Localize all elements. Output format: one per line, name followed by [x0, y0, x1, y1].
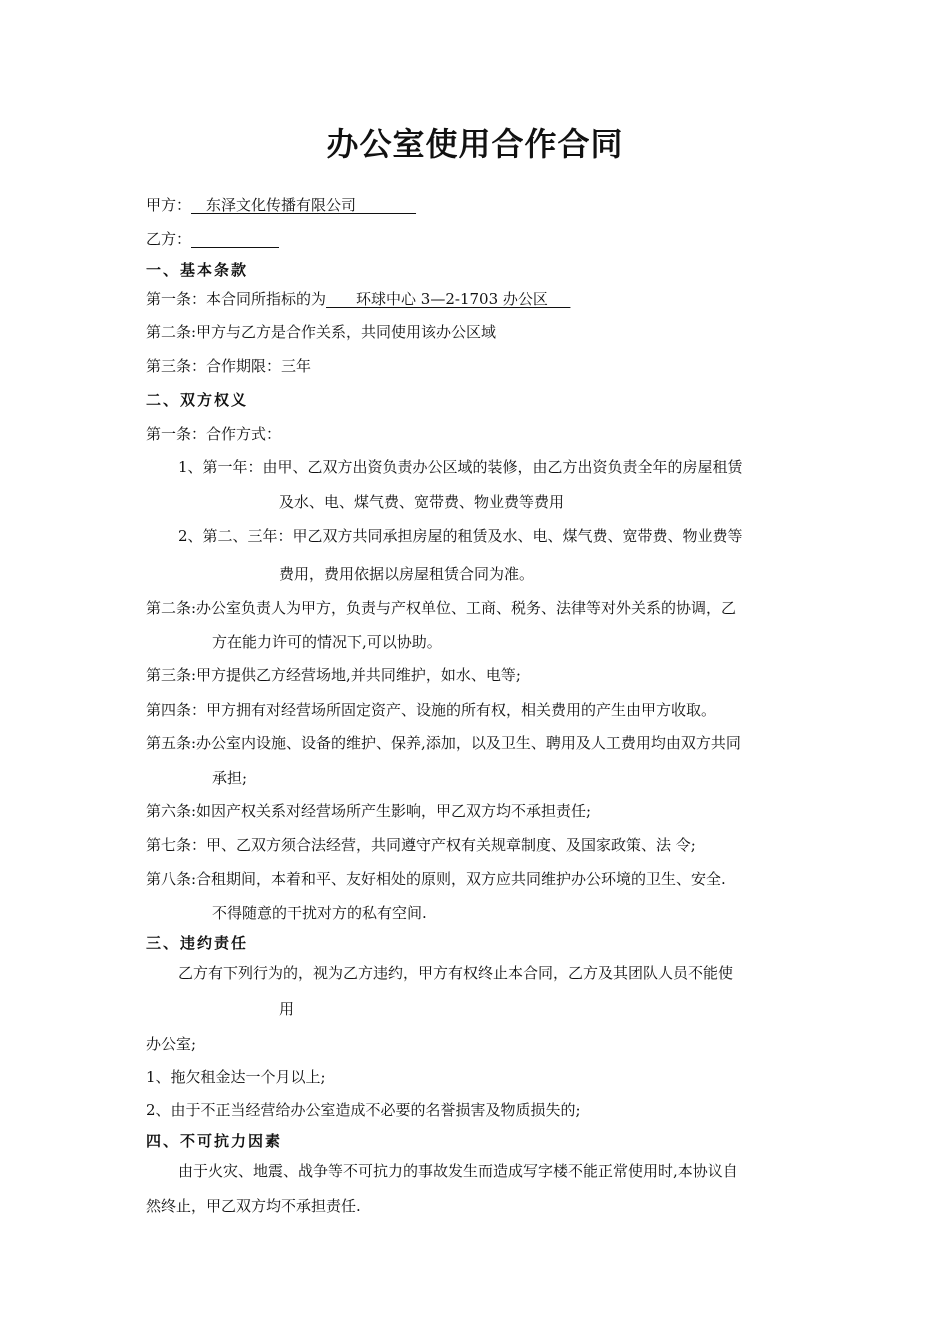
party-b-blank	[191, 231, 279, 248]
sec3-item-2: 2、由于不正当经营给办公室造成不必要的名誉损害及物质损失的;	[146, 1101, 581, 1119]
sec3-paragraph-line-2: 用	[279, 1000, 295, 1018]
sec2-article-2-line-2: 方在能力许可的情况下,可以协助。	[212, 633, 442, 651]
section-heading-rights: 二、双方权义	[146, 391, 249, 409]
sec3-paragraph-line-3: 办公室;	[146, 1035, 197, 1053]
section-heading-basic: 一、基本条款	[146, 261, 249, 279]
sec2-article-3: 第三条:甲方提供乙方经营场地,并共同维护，如水、电等;	[146, 666, 521, 684]
sec2-item-2-line-1: 2、第二、三年：甲乙双方共同承担房屋的租赁及水、电、煤气费、宽带费、物业费等	[178, 527, 743, 545]
sec4-paragraph-line-1: 由于火灾、地震、战争等不可抗力的事故发生而造成写字楼不能正常使用时,本协议自	[178, 1162, 738, 1180]
sec2-article-5-line-2: 承担;	[212, 769, 248, 787]
sec2-item-1-line-2: 及水、电、煤气费、宽带费、物业费等费用	[279, 493, 565, 511]
party-b-line	[146, 228, 279, 250]
sec2-item-2-line-2: 费用，费用依据以房屋租赁合同为准。	[279, 565, 535, 583]
sec4-paragraph-line-2: 然终止，甲乙双方均不承担责任.	[146, 1197, 361, 1215]
sec2-article-4: 第四条：甲方拥有对经营场所固定资产、设施的所有权，相关费用的产生由甲方收取。	[146, 701, 717, 719]
sec2-article-6: 第六条:如因产权关系对经营场所产生影响，甲乙双方均不承担责任;	[146, 802, 592, 820]
sec3-item-1: 1、拖欠租金达一个月以上;	[146, 1068, 326, 1086]
sec1-article-2: 第二条:甲方与乙方是合作关系，共同使用该办公区域	[146, 323, 497, 341]
sec2-article-2-line-1: 第二条:办公室负责人为甲方，负责与产权单位、工商、税务、法律等对外关系的协调，乙	[146, 599, 737, 617]
document-title: 办公室使用合作合同	[326, 125, 624, 163]
sec2-article-8-line-2: 不得随意的干扰对方的私有空间.	[212, 904, 427, 922]
sec2-article-1: 第一条：合作方式：	[146, 425, 282, 443]
party-a-label: 甲方：	[146, 196, 192, 214]
sec2-article-5-line-1: 第五条:办公室内设施、设备的维护、保养,添加，以及卫生、聘用及人工费用均由双方共同	[146, 734, 741, 752]
sec2-article-8-line-1: 第八条:合租期间，本着和平、友好相处的原则，双方应共同维护办公环境的卫生、安全.	[146, 870, 726, 888]
sec1-article-1-location: ____环球中心 3—2-1703 办公区___	[326, 290, 571, 308]
section-heading-force-majeure: 四、不可抗力因素	[146, 1132, 283, 1150]
sec2-item-1-line-1: 1、第一年：由甲、乙双方出资负责办公区域的装修，由乙方出资负责全年的房屋租赁	[178, 458, 743, 476]
party-b-label: 乙方：	[146, 230, 192, 248]
section-heading-breach: 三、违约责任	[146, 934, 249, 952]
sec2-article-7: 第七条：甲、乙双方须合法经营，共同遵守产权有关规章制度、及国家政策、法 令;	[146, 836, 696, 854]
sec1-article-1	[146, 288, 570, 310]
sec1-article-1-text: 第一条：本合同所指标的为	[146, 290, 327, 308]
sec1-article-3: 第三条：合作期限：三年	[146, 357, 312, 375]
sec3-paragraph-line-1: 乙方有下列行为的，视为乙方违约，甲方有权终止本合同，乙方及其团队人员不能使	[178, 964, 734, 982]
party-a-name: __东泽文化传播有限公司________	[191, 196, 417, 214]
party-a-line	[146, 194, 416, 216]
